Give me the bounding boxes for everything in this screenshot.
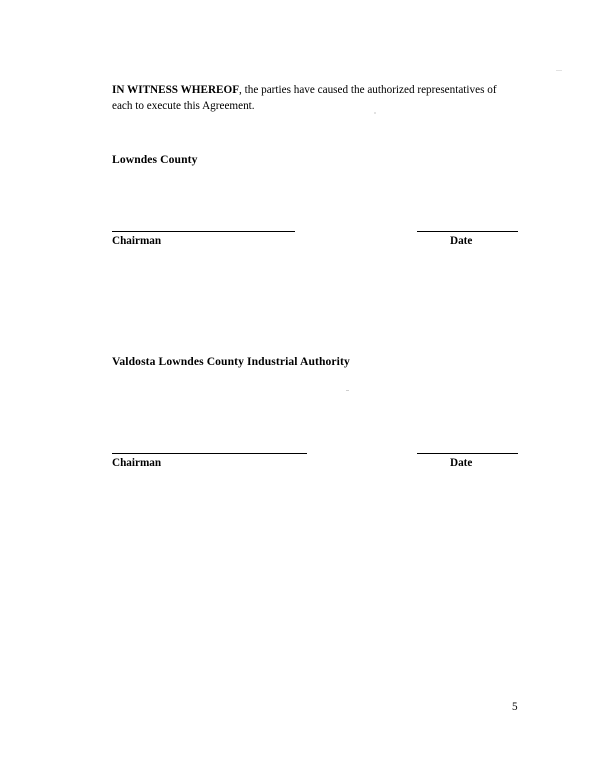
scan-artifact-speck <box>346 390 349 391</box>
witness-clause <box>112 82 518 114</box>
signature-line-date-2[interactable] <box>417 453 518 454</box>
witness-paragraph <box>112 82 518 114</box>
signature-label-chairman-1: Chairman <box>112 235 162 247</box>
signature-line-date-1[interactable] <box>417 231 518 232</box>
party-name-lowndes-county: Lowndes County <box>112 153 198 166</box>
scan-artifact-speck <box>556 70 562 71</box>
signature-label-chairman-2: Chairman <box>112 457 162 469</box>
signature-line-chairman-2[interactable] <box>112 453 307 454</box>
witness-rest-text: , the parties have caused the authorized representatives of each to execute this Agreement. <box>112 84 497 113</box>
signature-label-date-1: Date <box>450 235 473 247</box>
signature-label-date-2: Date <box>450 457 473 469</box>
witness-lead-text: IN WITNESS WHEREOF <box>112 84 240 96</box>
signature-line-chairman-1[interactable] <box>112 231 295 232</box>
party-name-industrial-authority: Valdosta Lowndes County Industrial Authority <box>112 355 350 368</box>
page-number: 5 <box>512 701 518 713</box>
